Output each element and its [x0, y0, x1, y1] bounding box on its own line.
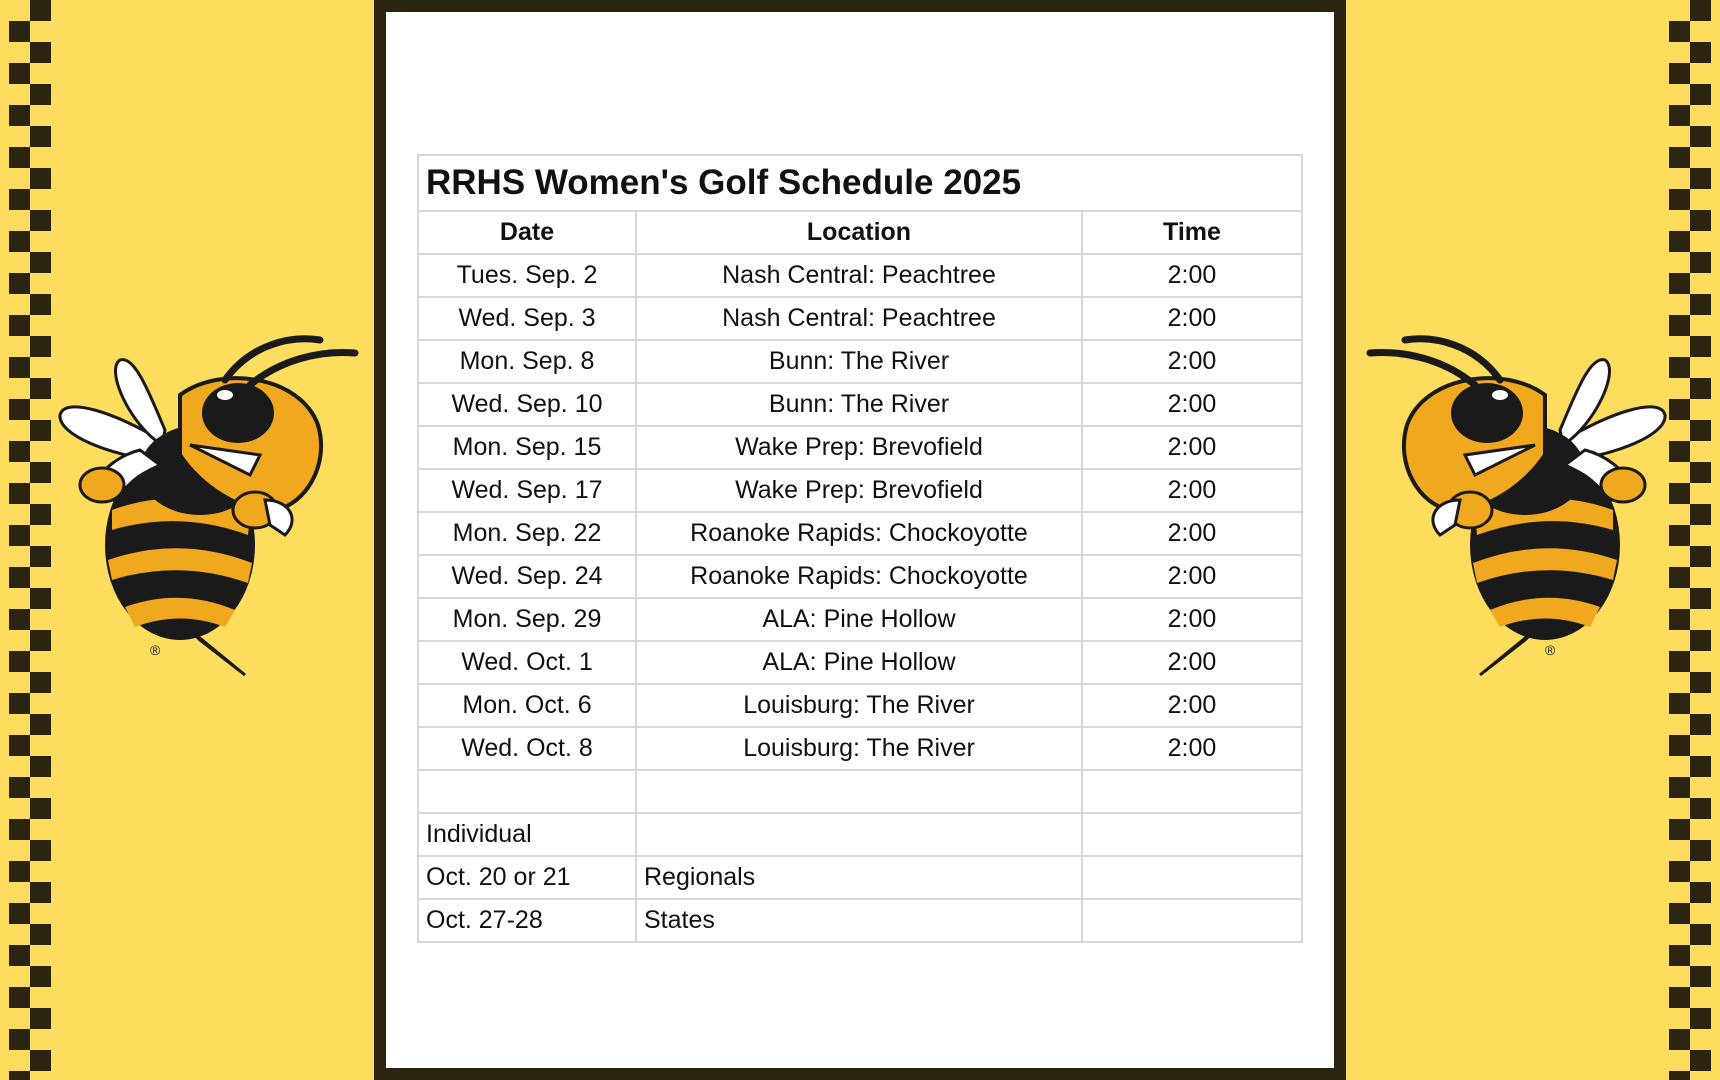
- individual-event-row: [418, 856, 1302, 899]
- spacer-row: [418, 770, 1302, 813]
- schedule-page: [386, 12, 1334, 1068]
- match-time: 2:00: [1082, 598, 1302, 641]
- match-location: Nash Central: Peachtree: [636, 254, 1082, 297]
- match-row: [418, 512, 1302, 555]
- match-location: Bunn: The River: [636, 340, 1082, 383]
- match-time: 2:00: [1082, 684, 1302, 727]
- match-time: 2:00: [1082, 340, 1302, 383]
- header-row: [418, 211, 1302, 254]
- individual-event-row: [418, 899, 1302, 942]
- match-date: Wed. Sep. 17: [418, 469, 636, 512]
- checkered-border-right: [1669, 0, 1711, 1080]
- registered-mark: ®: [1545, 642, 1556, 658]
- match-location: Wake Prep: Brevofield: [636, 426, 1082, 469]
- match-time: 2:00: [1082, 512, 1302, 555]
- match-date: Mon. Sep. 22: [418, 512, 636, 555]
- match-time: 2:00: [1082, 297, 1302, 340]
- match-time: 2:00: [1082, 383, 1302, 426]
- match-location: Bunn: The River: [636, 383, 1082, 426]
- match-location: Nash Central: Peachtree: [636, 297, 1082, 340]
- match-date: Wed. Sep. 24: [418, 555, 636, 598]
- match-row: [418, 340, 1302, 383]
- match-time: 2:00: [1082, 555, 1302, 598]
- match-row: [418, 469, 1302, 512]
- match-row: [418, 426, 1302, 469]
- event-date: Oct. 20 or 21: [418, 856, 636, 899]
- match-location: ALA: Pine Hollow: [636, 641, 1082, 684]
- schedule-table: [417, 154, 1303, 943]
- match-date: Mon. Oct. 6: [418, 684, 636, 727]
- yellow-jacket-mascot-right: [1355, 335, 1675, 695]
- match-date: Wed. Sep. 3: [418, 297, 636, 340]
- individual-row: [418, 813, 1302, 856]
- event-name: States: [636, 899, 1082, 942]
- schedule-frame: [374, 0, 1346, 1080]
- match-date: Wed. Sep. 10: [418, 383, 636, 426]
- match-location: Wake Prep: Brevofield: [636, 469, 1082, 512]
- registered-mark: ®: [150, 642, 161, 658]
- time-header: Time: [1082, 211, 1302, 254]
- match-time: 2:00: [1082, 469, 1302, 512]
- match-location: ALA: Pine Hollow: [636, 598, 1082, 641]
- event-date: Oct. 27-28: [418, 899, 636, 942]
- match-date: Mon. Sep. 29: [418, 598, 636, 641]
- match-time: 2:00: [1082, 254, 1302, 297]
- match-row: [418, 297, 1302, 340]
- schedule-title: RRHS Women's Golf Schedule 2025: [418, 155, 1302, 211]
- match-location: Roanoke Rapids: Chockoyotte: [636, 512, 1082, 555]
- individual-label: Individual: [418, 813, 636, 856]
- match-time: 2:00: [1082, 641, 1302, 684]
- match-date: Wed. Oct. 1: [418, 641, 636, 684]
- match-time: 2:00: [1082, 727, 1302, 770]
- yellow-jacket-mascot-left: [50, 335, 370, 695]
- match-row: [418, 383, 1302, 426]
- match-location: Louisburg: The River: [636, 684, 1082, 727]
- match-row: [418, 598, 1302, 641]
- match-date: Mon. Sep. 15: [418, 426, 636, 469]
- location-header: Location: [636, 211, 1082, 254]
- match-date: Tues. Sep. 2: [418, 254, 636, 297]
- event-name: Regionals: [636, 856, 1082, 899]
- match-row: [418, 641, 1302, 684]
- match-row: [418, 555, 1302, 598]
- match-row: [418, 684, 1302, 727]
- checkered-border-left: [9, 0, 51, 1080]
- match-location: Roanoke Rapids: Chockoyotte: [636, 555, 1082, 598]
- match-date: Mon. Sep. 8: [418, 340, 636, 383]
- match-row: [418, 727, 1302, 770]
- match-time: 2:00: [1082, 426, 1302, 469]
- match-row: [418, 254, 1302, 297]
- match-date: Wed. Oct. 8: [418, 727, 636, 770]
- match-location: Louisburg: The River: [636, 727, 1082, 770]
- date-header: Date: [418, 211, 636, 254]
- match-rows: [418, 254, 1302, 770]
